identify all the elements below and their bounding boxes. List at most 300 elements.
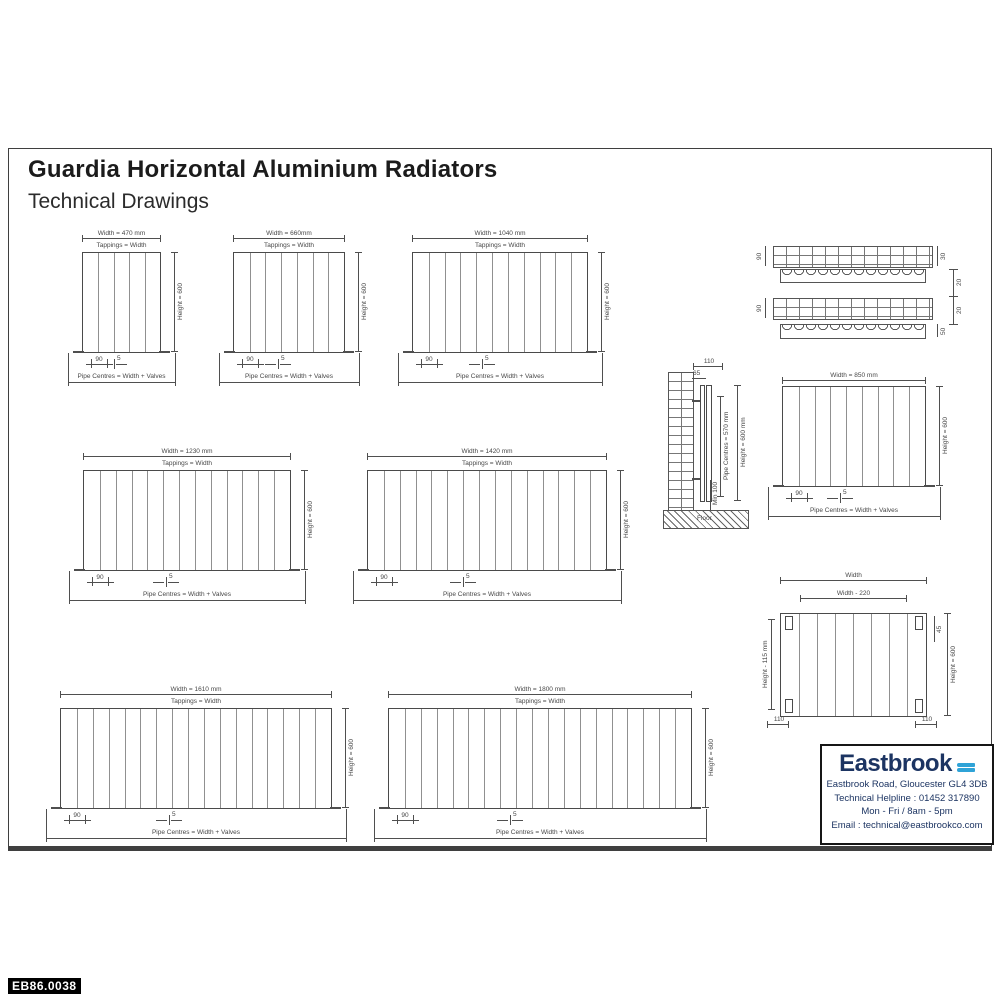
tappings-label: Tappings = Width — [474, 242, 526, 249]
panel-line — [871, 614, 872, 716]
plan-dim-gap-a: 20 — [956, 278, 963, 286]
dim-tick — [782, 377, 783, 384]
panel-line — [508, 253, 509, 352]
panel-line — [907, 614, 908, 716]
dim-line — [692, 378, 706, 379]
dim-90-label: 90 — [425, 356, 433, 363]
extension-line — [305, 571, 306, 597]
panel-line — [236, 709, 237, 808]
tappings-label: Tappings = Width — [461, 460, 513, 467]
dim-tick — [767, 721, 768, 728]
dim-90-line — [371, 582, 398, 583]
panel-line — [204, 709, 205, 808]
dim-tick — [301, 569, 308, 570]
panel-line — [799, 614, 800, 716]
width-dim-label: Width = 1040 mm — [474, 230, 526, 237]
panel-line — [267, 709, 268, 808]
plan-dim-right-bottom: 50 — [940, 327, 947, 335]
dim-90-label: 90 — [95, 356, 103, 363]
panel-line — [532, 709, 533, 808]
floor-label: Floor — [697, 515, 712, 522]
bracket-height-left-label: Height - 115 mm — [762, 640, 769, 688]
side-min-100-label: Min 100 — [712, 481, 719, 505]
dim-line — [720, 396, 721, 496]
plan-dim-right-top: 30 — [940, 252, 947, 260]
pipe-centres-label: Pipe Centres = Width + Valves — [244, 373, 334, 380]
dim-5-line — [156, 820, 167, 821]
dim-5-label: 5 — [281, 355, 285, 362]
dim-tick — [46, 835, 47, 842]
radiator-body — [233, 252, 345, 353]
panel-line — [109, 709, 110, 808]
dim-5-label: 5 — [117, 355, 121, 362]
panel-line — [98, 253, 99, 352]
dim-tick — [693, 363, 694, 370]
panel-line — [558, 471, 559, 570]
valve-stub-left — [224, 351, 235, 353]
panel-line — [100, 471, 101, 570]
wall-bracket — [915, 616, 923, 630]
width-dim-line — [782, 380, 926, 381]
width-dim-label: Width = 1230 mm — [161, 448, 213, 455]
dim-line — [915, 724, 937, 725]
dim-tick — [68, 379, 69, 386]
pipe-centres-label: Pipe Centres = Width + Valves — [455, 373, 545, 380]
dim-line — [947, 613, 948, 715]
panel-line — [421, 709, 422, 808]
extension-line — [175, 353, 176, 379]
pipe-centres-label: Pipe Centres = Width + Valves — [495, 829, 585, 836]
panel-line — [527, 471, 528, 570]
dim-5-line — [842, 498, 853, 499]
dim-tick — [925, 377, 926, 384]
bracket-width-label: Width — [845, 572, 862, 579]
extension-line — [621, 571, 622, 597]
panel-line — [147, 471, 148, 570]
height-dim-label: Height = 600 — [307, 500, 314, 539]
valve-stub-left — [773, 485, 784, 487]
dim-tick — [722, 363, 723, 370]
dim-tick — [160, 235, 161, 242]
pipe-centres-line — [398, 382, 602, 383]
dim-tick — [587, 235, 588, 242]
dim-tick — [944, 715, 951, 716]
tappings-label: Tappings = Width — [514, 698, 566, 705]
panel-line — [799, 387, 800, 486]
radiator-body — [82, 252, 161, 353]
extension-line — [359, 353, 360, 379]
dim-90-line — [64, 820, 91, 821]
width-dim-line — [60, 694, 332, 695]
dim-line — [737, 385, 738, 500]
width-dim-label: Width = 1800 mm — [514, 686, 566, 693]
dim-tick — [355, 351, 362, 352]
wall-section — [668, 372, 694, 512]
bracket-dim-45: 45 — [936, 625, 943, 633]
dim-5-tick — [114, 359, 115, 369]
panel-line — [846, 387, 847, 486]
dim-90-label: 90 — [380, 574, 388, 581]
dim-tick — [691, 691, 692, 698]
panel-line — [893, 387, 894, 486]
dim-5-line — [171, 820, 182, 821]
height-dim-line — [939, 386, 940, 485]
dim-5-label: 5 — [513, 811, 517, 818]
panel-line — [511, 471, 512, 570]
pipe-centres-line — [374, 838, 706, 839]
dim-line — [710, 480, 711, 510]
extension-line — [219, 353, 220, 379]
side-dim-65: 65 — [693, 370, 701, 377]
panel-line — [429, 253, 430, 352]
dim-line — [937, 324, 938, 337]
pipe-centres-label: Pipe Centres = Width + Valves — [142, 591, 232, 598]
width-dim-label: Width = 470 mm — [97, 230, 146, 237]
panel-line — [862, 387, 863, 486]
panel-line — [675, 709, 676, 808]
extension-line — [768, 487, 769, 513]
valve-stub-left — [74, 569, 85, 571]
dim-tick — [936, 485, 943, 486]
panel-line — [659, 709, 660, 808]
panel-line — [574, 471, 575, 570]
dim-5-line — [153, 582, 164, 583]
dim-tick — [617, 569, 624, 570]
radiator-body — [83, 470, 291, 571]
panel-line — [281, 253, 282, 352]
dim-line — [765, 246, 766, 266]
dim-5-tick — [463, 577, 464, 587]
pipe-centres-line — [219, 382, 359, 383]
panel-line — [211, 471, 212, 570]
fin-bar-bottom — [773, 298, 933, 320]
panel-line — [140, 709, 141, 808]
panel-line — [492, 253, 493, 352]
dim-tick — [353, 597, 354, 604]
dim-tick — [734, 500, 741, 501]
brand-address: Eastbrook Road, Gloucester GL4 3DB — [826, 779, 988, 790]
dim-5-line — [168, 582, 179, 583]
dim-90-label: 90 — [795, 490, 803, 497]
width-dim-label: Width = 660mm — [266, 230, 312, 237]
wall-bracket — [915, 699, 923, 713]
wall-bracket — [785, 616, 793, 630]
dim-line — [693, 366, 723, 367]
panel-line — [627, 709, 628, 808]
panel-line — [540, 253, 541, 352]
extension-line — [374, 809, 375, 835]
panel-line — [274, 471, 275, 570]
pipe-centres-line — [46, 838, 346, 839]
panel-line — [835, 614, 836, 716]
panel-line — [500, 709, 501, 808]
tappings-label: Tappings = Width — [161, 460, 213, 467]
width-dim-label: Width = 1420 mm — [461, 448, 513, 455]
dim-5-line — [484, 364, 495, 365]
dim-tick — [412, 235, 413, 242]
panel-line — [889, 614, 890, 716]
panel-line — [463, 471, 464, 570]
panel-line — [315, 709, 316, 808]
radiator-body — [60, 708, 332, 809]
dim-tick — [331, 691, 332, 698]
valve-stub-right — [159, 351, 170, 353]
fin-bar-top — [773, 246, 933, 268]
dim-90-line — [416, 364, 443, 365]
tappings-label: Tappings = Width — [263, 242, 315, 249]
panel-line — [384, 471, 385, 570]
dim-5-label: 5 — [485, 355, 489, 362]
panel-line — [227, 471, 228, 570]
panel-line — [453, 709, 454, 808]
dim-tick — [82, 235, 83, 242]
valve-stub-right — [330, 807, 341, 809]
panel-line — [116, 471, 117, 570]
bracket-height-right-label: Height = 600 — [950, 645, 957, 683]
panel-line — [815, 387, 816, 486]
width-dim-line — [233, 238, 345, 239]
extension-line — [46, 809, 47, 835]
dim-tick — [915, 721, 916, 728]
radiator-body — [367, 470, 607, 571]
panel-line — [416, 471, 417, 570]
height-dim-label: Height = 600 — [604, 282, 611, 321]
dim-tick — [780, 577, 781, 584]
panel-line — [258, 471, 259, 570]
plan-dim-gap-b: 20 — [956, 306, 963, 314]
panel-strip-bottom — [780, 324, 926, 339]
dim-line — [934, 616, 935, 642]
plan-dim-left-bottom: 90 — [756, 304, 763, 312]
dim-5-line — [512, 820, 523, 821]
valve-stub-right — [289, 569, 300, 571]
panel-line — [195, 471, 196, 570]
panel-line — [555, 253, 556, 352]
extension-line — [69, 571, 70, 597]
height-dim-line — [345, 708, 346, 807]
panel-line — [484, 709, 485, 808]
dim-tick — [949, 324, 958, 325]
panel-line — [437, 709, 438, 808]
radiator-body — [412, 252, 588, 353]
height-dim-line — [705, 708, 706, 807]
dim-tick — [290, 453, 291, 460]
bracket-dim-110-right: 110 — [921, 716, 933, 723]
panel-line — [590, 471, 591, 570]
panel-line — [445, 253, 446, 352]
dim-5-line — [827, 498, 838, 499]
dim-tick — [706, 835, 707, 842]
valve-stub-left — [379, 807, 390, 809]
bracket-dim-110-left: 110 — [773, 716, 785, 723]
panel-line — [479, 471, 480, 570]
dim-5-line — [465, 582, 476, 583]
dim-tick — [621, 597, 622, 604]
dim-5-label: 5 — [169, 573, 173, 580]
radiator-side-profile — [700, 385, 705, 502]
height-dim-line — [304, 470, 305, 569]
dim-5-tick — [482, 359, 483, 369]
page-subtitle: Technical Drawings — [28, 190, 209, 213]
dim-line — [765, 298, 766, 318]
dim-tick — [233, 235, 234, 242]
dim-tick — [69, 597, 70, 604]
dim-tick — [359, 379, 360, 386]
dim-5-line — [116, 364, 127, 365]
dim-5-tick — [166, 577, 167, 587]
bracket-width-inner-label: Width - 220 — [836, 590, 871, 597]
dim-tick — [926, 577, 927, 584]
dim-5-label: 5 — [172, 811, 176, 818]
panel-line — [328, 253, 329, 352]
dim-5-line — [450, 582, 461, 583]
brand-email: Email : technical@eastbrookco.com — [831, 819, 983, 831]
extension-line — [602, 353, 603, 379]
pipe-centres-label: Pipe Centres = Width + Valves — [151, 829, 241, 836]
extension-line — [398, 353, 399, 379]
panel-line — [909, 387, 910, 486]
height-dim-line — [358, 252, 359, 351]
panel-line — [297, 253, 298, 352]
wall-mount-side-view — [663, 358, 755, 538]
height-dim-line — [174, 252, 175, 351]
panel-line — [313, 253, 314, 352]
valve-stub-right — [690, 807, 701, 809]
dim-5-label: 5 — [843, 489, 847, 496]
dim-5-tick — [510, 815, 511, 825]
width-dim-line — [388, 694, 692, 695]
bracket-position-view — [762, 572, 965, 737]
brand-box — [820, 744, 994, 845]
pipe-centres-line — [68, 382, 175, 383]
dim-90-line — [392, 820, 419, 821]
height-dim-line — [601, 252, 602, 351]
valve-stub-right — [586, 351, 597, 353]
dim-tick — [602, 379, 603, 386]
dim-tick — [374, 835, 375, 842]
panel-line — [853, 614, 854, 716]
radiator-body — [388, 708, 692, 809]
dim-tick — [342, 807, 349, 808]
brand-hours: Mon - Fri / 8am - 5pm — [861, 806, 953, 817]
panel-line — [163, 471, 164, 570]
panel-line — [250, 253, 251, 352]
dim-tick — [398, 379, 399, 386]
dim-tick — [768, 619, 775, 620]
document-code: EB86.0038 — [8, 978, 81, 994]
extension-line — [706, 809, 707, 835]
dim-tick — [171, 351, 178, 352]
dim-line — [767, 724, 789, 725]
dim-90-label: 90 — [73, 812, 81, 819]
width-dim-line — [83, 456, 291, 457]
dim-5-label: 5 — [466, 573, 470, 580]
panel-line — [596, 709, 597, 808]
height-dim-label: Height = 600 — [361, 282, 368, 321]
radiator-body — [782, 386, 926, 487]
panel-line — [156, 709, 157, 808]
panel-line — [252, 709, 253, 808]
wall-bracket — [785, 699, 793, 713]
panel-line — [179, 471, 180, 570]
dim-90-label: 90 — [401, 812, 409, 819]
panel-line — [476, 253, 477, 352]
dim-5-line — [265, 364, 276, 365]
dim-line — [937, 246, 938, 266]
panel-line — [188, 709, 189, 808]
wall-bracket — [692, 400, 700, 402]
dim-tick — [936, 721, 937, 728]
dim-tick — [906, 595, 907, 602]
dim-90-line — [786, 498, 813, 499]
panel-line — [460, 253, 461, 352]
dim-tick — [949, 296, 958, 297]
pipe-centres-line — [768, 516, 940, 517]
height-dim-label: Height = 600 — [177, 282, 184, 321]
pipe-centres-line — [353, 600, 621, 601]
tappings-label: Tappings = Width — [96, 242, 147, 249]
dim-tick — [83, 453, 84, 460]
panel-line — [93, 709, 94, 808]
width-dim-line — [367, 456, 607, 457]
pipe-centres-label: Pipe Centres = Width + Valves — [77, 373, 166, 380]
dim-line — [780, 580, 927, 581]
wall-bracket — [692, 478, 700, 480]
panel-line — [114, 253, 115, 352]
brand-logo-text: Eastbrook — [839, 750, 952, 777]
extension-line — [353, 571, 354, 597]
dim-line — [800, 598, 907, 599]
panel-line — [125, 709, 126, 808]
brand-logo-icon — [957, 762, 975, 773]
panel-strip-top — [780, 269, 926, 283]
page-title: Guardia Horizontal Aluminium Radiators — [28, 156, 498, 183]
panel-line — [299, 709, 300, 808]
panel-line — [405, 709, 406, 808]
dim-tick — [344, 235, 345, 242]
dim-5-tick — [840, 493, 841, 503]
height-dim-label: Height = 600 — [623, 500, 630, 539]
dim-90-line — [237, 364, 264, 365]
panel-line — [524, 253, 525, 352]
panel-line — [132, 471, 133, 570]
valve-stub-left — [403, 351, 414, 353]
valve-stub-right — [924, 485, 935, 487]
width-dim-label: Width = 1610 mm — [170, 686, 222, 693]
panel-line — [543, 471, 544, 570]
panel-line — [129, 253, 130, 352]
extension-line — [68, 353, 69, 379]
dim-90-label: 90 — [96, 574, 104, 581]
valve-stub-left — [51, 807, 62, 809]
valve-stub-left — [358, 569, 369, 571]
width-dim-line — [412, 238, 588, 239]
dim-tick — [598, 351, 605, 352]
panel-line — [172, 709, 173, 808]
plan-dim-left-top: 90 — [756, 252, 763, 260]
panel-line — [580, 709, 581, 808]
dim-5-tick — [278, 359, 279, 369]
panel-line — [265, 253, 266, 352]
side-pipe-centres-label: Pipe Centres = 570 mm — [723, 411, 730, 481]
dim-90-line — [87, 582, 114, 583]
dim-5-line — [469, 364, 480, 365]
pipe-centres-label: Pipe Centres = Width + Valves — [809, 507, 899, 514]
radiator-plan-view — [756, 240, 971, 355]
panel-line — [516, 709, 517, 808]
panel-line — [468, 709, 469, 808]
dim-tick — [768, 513, 769, 520]
